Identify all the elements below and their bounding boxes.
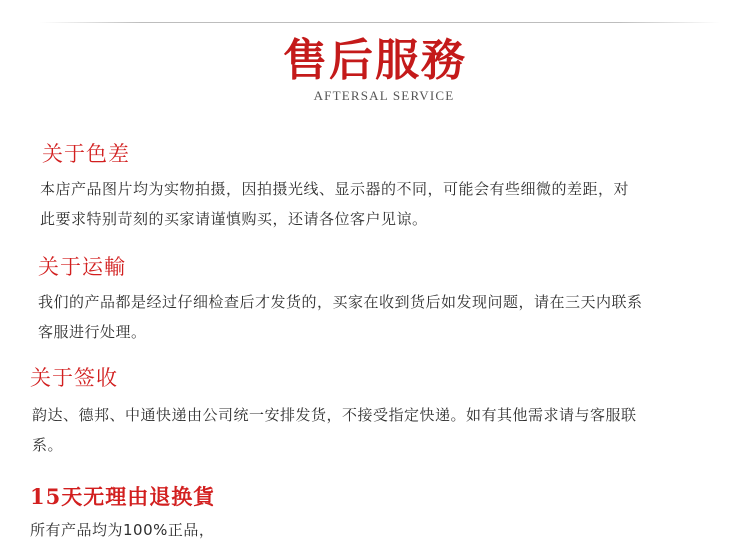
section-body [38,287,718,347]
section-heading: 关于色差 [42,142,130,166]
section-body [32,400,720,460]
section-return-policy [30,483,720,545]
section-color-difference [42,140,722,234]
section-receipt [30,364,720,460]
section-shipping [38,253,718,347]
body-line: 客服进行处理。 [38,323,147,341]
page-header [0,36,750,104]
body-line: 韵达、德邦、中通快递由公司统一安排发货，不接受指定快递。如有其他需求请与客服联 [32,406,637,424]
body-line: 此要求特别苛刻的买家请谨慎购买，还请各位客户见谅。 [40,210,428,228]
section-body [40,174,722,234]
top-divider [40,22,720,23]
body-line: 我们的产品都是经过仔细检查后才发货的，买家在收到货后如发现问题，请在三天内联系 [38,293,643,311]
section-heading: 15天无理由退换貨 [30,484,216,509]
body-line: 本店产品图片均为实物拍摄，因拍摄光线、显示器的不同，可能会有些细微的差距，对 [40,180,630,198]
page-subtitle: AFTERSAL SERVICE [313,88,455,103]
section-body [30,515,720,545]
body-line: 所有产品均为100%正品， [30,521,215,539]
section-heading: 关于运輸 [38,255,126,279]
body-line: 系。 [32,436,64,454]
page-title: 售后服務 [283,35,467,86]
section-heading: 关于签收 [30,366,118,390]
